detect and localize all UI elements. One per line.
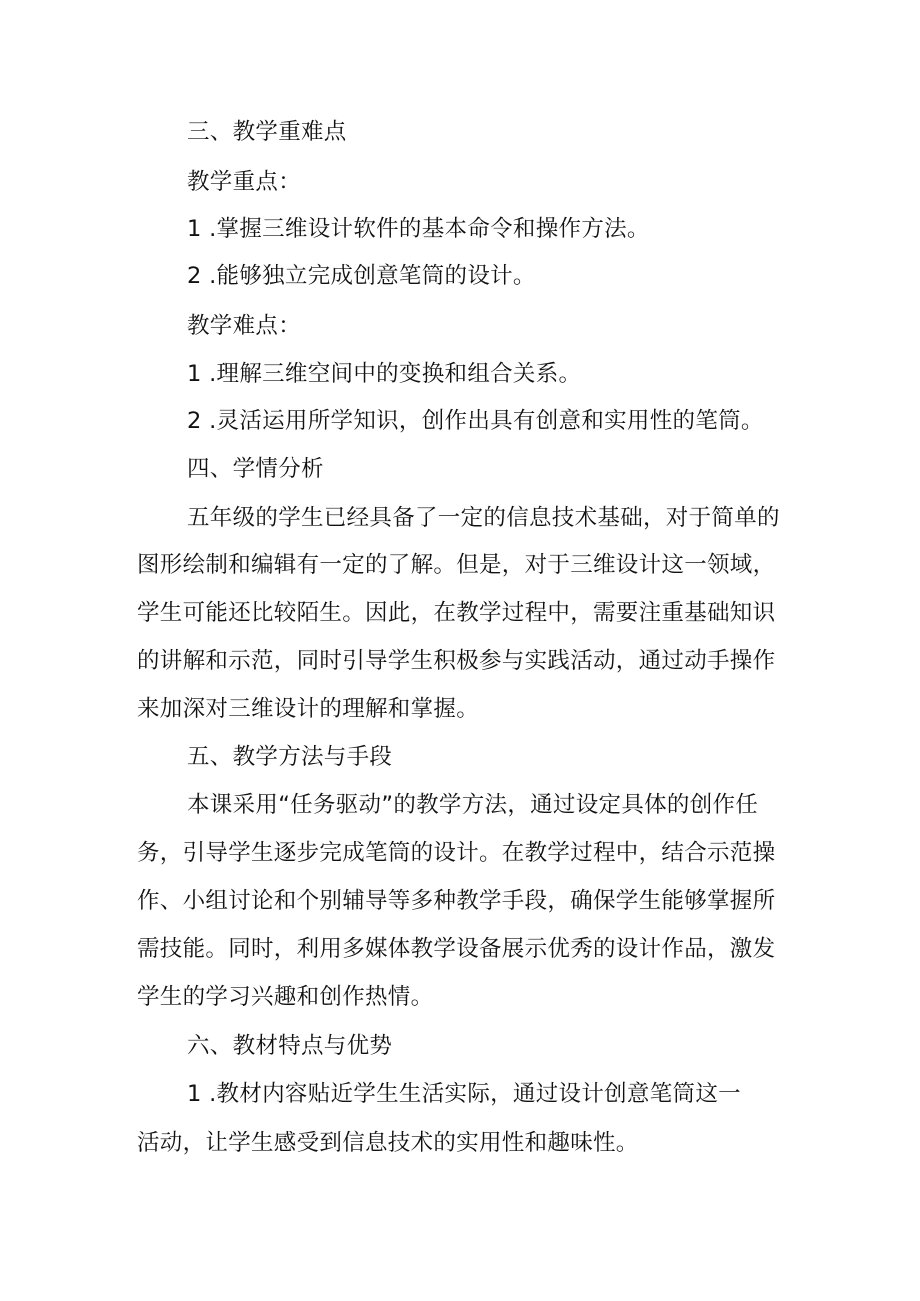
list-item-continuation: 活动，让学生感受到信息技术的实用性和趣味性。 <box>137 1130 639 1156</box>
key-point-item: 1 .掌握三维设计软件的基本命令和操作方法。 <box>187 216 650 242</box>
paragraph-line: 作、小组讨论和个别辅导等多种教学手段，确保学生能够掌握所 <box>137 888 776 914</box>
paragraph-line: 务，引导学生逐步完成笔筒的设计。在教学过程中，结合示范操 <box>137 840 776 866</box>
paragraph-line: 五年级的学生已经具备了一定的信息技术基础，对于简单的 <box>187 505 780 531</box>
paragraph-line: 学生可能还比较陌生。因此，在教学过程中，需要注重基础知识 <box>137 600 776 626</box>
key-points-label: 教学重点： <box>187 169 302 195</box>
difficult-point-item: 1 .理解三维空间中的变换和组合关系。 <box>187 361 582 387</box>
paragraph-line: 本课采用“任务驱动”的教学方法，通过设定具体的创作任 <box>187 792 759 818</box>
paragraph-line: 学生的学习兴趣和创作热情。 <box>137 984 434 1010</box>
paragraph-line: 的讲解和示范，同时引导学生积极参与实践活动，通过动手操作 <box>137 648 776 674</box>
list-item: 1 .教材内容贴近学生生活实际，通过设计创意笔筒这一 <box>187 1081 741 1107</box>
paragraph-line: 图形绘制和编辑有一定的了解。但是，对于三维设计这一领域， <box>137 552 776 578</box>
paragraph-line: 来加深对三维设计的理解和掌握。 <box>137 696 480 722</box>
section-4-heading: 四、学情分析 <box>187 456 324 482</box>
section-5-heading: 五、教学方法与手段 <box>187 744 393 770</box>
section-6-heading: 六、教材特点与优势 <box>187 1033 393 1059</box>
difficult-points-label: 教学难点： <box>187 313 302 339</box>
difficult-point-item: 2 .灵活运用所学知识，创作出具有创意和实用性的笔筒。 <box>187 408 764 434</box>
section-3-heading: 三、教学重难点 <box>187 119 347 145</box>
key-point-item: 2 .能够独立完成创意笔筒的设计。 <box>187 263 536 289</box>
paragraph-line: 需技能。同时，利用多媒体教学设备展示优秀的设计作品，激发 <box>137 936 776 962</box>
